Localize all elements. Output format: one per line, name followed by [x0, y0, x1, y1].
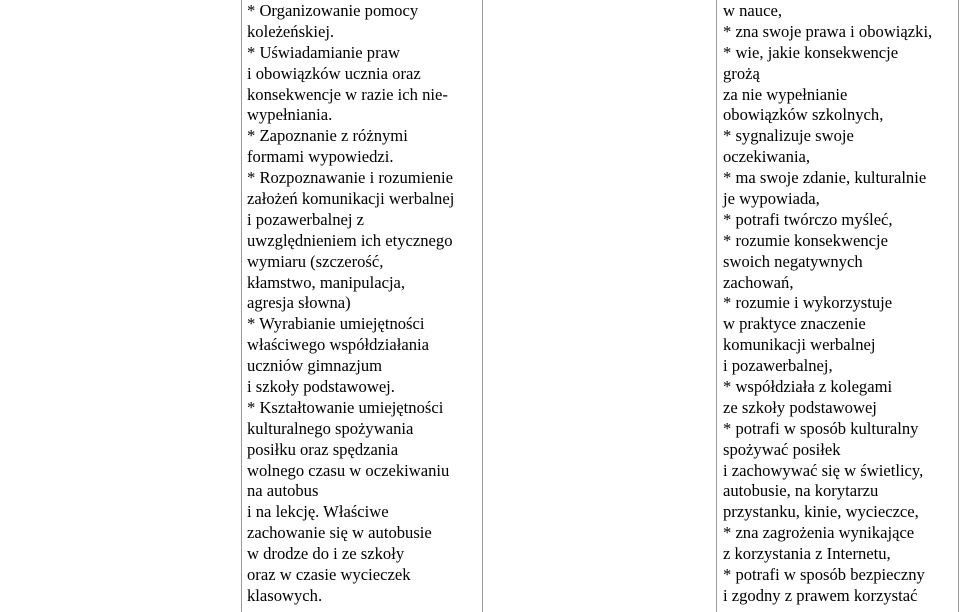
text-line: posiłku oraz spędzania — [247, 439, 399, 459]
text-line: * Zapoznanie z różnymi — [247, 126, 408, 146]
text-line: wymiaru (szczerość, — [247, 251, 384, 271]
text-line: w praktyce znaczenie — [723, 314, 866, 334]
text-line: * zna swoje prawa i obowiązki, — [723, 21, 933, 41]
text-line: konsekwencje w razie ich nie- — [247, 84, 448, 104]
text-line: w drodze do i ze szkoły — [247, 544, 405, 564]
text-line: i na lekcję. Właściwe — [247, 502, 389, 522]
goals-column — [247, 1, 477, 607]
text-line: klasowych. — [247, 585, 323, 605]
text-line: kulturalnego spożywania — [247, 418, 414, 438]
text-line: wypełniania. — [247, 105, 333, 125]
text-line: z korzystania z Internetu, — [723, 544, 891, 564]
text-line: * potrafi twórczo myśleć, — [723, 209, 893, 229]
text-line: * zna zagrożenia wynikające — [723, 523, 915, 543]
text-line: formami wypowiedzi. — [247, 147, 394, 167]
text-line: * rozumie konsekwencje — [723, 230, 888, 250]
text-line: uczniów gimnazjum — [247, 356, 383, 376]
text-line: i szkoły podstawowej. — [247, 377, 395, 397]
text-line: i pozawerbalnej, — [723, 356, 833, 376]
table-border-middle-left — [482, 0, 483, 612]
text-line: oraz w czasie wycieczek — [247, 565, 411, 585]
text-line: uwzględnieniem ich etycznego — [247, 230, 453, 250]
text-line: i obowiązków ucznia oraz — [247, 63, 421, 83]
text-line: na autobus — [247, 481, 319, 501]
text-line: * Kształtowanie umiejętności — [247, 397, 444, 417]
text-line: grożą — [723, 63, 760, 83]
text-line: je wypowiada, — [723, 189, 820, 209]
text-line: * sygnalizuje swoje — [723, 126, 854, 146]
table-border-middle-right — [716, 0, 717, 612]
text-line: ze szkoły podstawowej — [723, 397, 877, 417]
text-line: spożywać posiłek — [723, 439, 841, 459]
text-line: * potrafi w sposób bezpieczny — [723, 565, 925, 585]
text-line: i pozawerbalnej z — [247, 209, 365, 229]
text-line: kłamstwo, manipulacja, — [247, 272, 406, 292]
text-line: i zgodny z prawem korzystać — [723, 585, 918, 605]
text-line: * rozumie i wykorzystuje — [723, 293, 893, 313]
text-line: i zachowywać się w świetlicy, — [723, 460, 924, 480]
text-line: komunikacji werbalnej — [723, 335, 876, 355]
outcomes-column — [723, 1, 959, 607]
text-line: przystanku, kinie, wycieczce, — [723, 502, 919, 522]
text-line: * współdziała z kolegami — [723, 377, 893, 397]
text-line: * potrafi w sposób kulturalny — [723, 418, 919, 438]
text-line: agresja słowna) — [247, 293, 351, 313]
text-line: zachowań, — [723, 272, 794, 292]
text-line: w nauce, — [723, 1, 782, 20]
text-line: zachowanie się w autobusie — [247, 523, 432, 543]
text-line: * Wyrabianie umiejętności — [247, 314, 425, 334]
text-line: obowiązków szkolnych, — [723, 105, 884, 125]
text-line: autobusie, na korytarzu — [723, 481, 879, 501]
text-line: wolnego czasu w oczekiwaniu — [247, 460, 450, 480]
text-line: za nie wypełnianie — [723, 84, 848, 104]
text-line: koleżeńskiej. — [247, 21, 335, 41]
text-line: * wie, jakie konsekwencje — [723, 42, 899, 62]
text-line: swoich negatywnych — [723, 251, 863, 271]
table-border-left — [241, 0, 242, 612]
text-line: * ma swoje zdanie, kulturalnie — [723, 168, 927, 188]
text-line: * Organizowanie pomocy — [247, 1, 419, 20]
text-line: właściwego współdziałania — [247, 335, 430, 355]
text-line: * Rozpoznawanie i rozumienie — [247, 168, 453, 188]
text-line: oczekiwania, — [723, 147, 811, 167]
text-line: założeń komunikacji werbalnej — [247, 189, 455, 209]
text-line: * Uświadamianie praw — [247, 42, 400, 62]
